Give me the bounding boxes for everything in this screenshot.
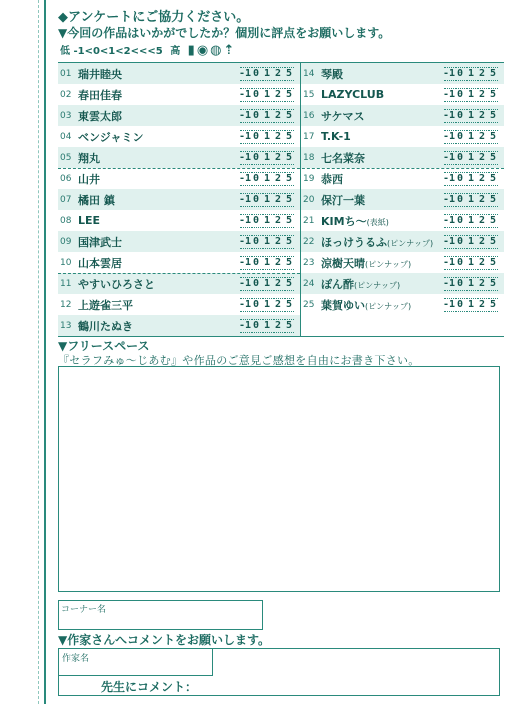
author-name-text: 鶴川たぬき	[78, 319, 133, 333]
score-options	[444, 67, 498, 81]
score-option[interactable]: 2	[478, 299, 486, 310]
score-option[interactable]: 5	[285, 194, 293, 205]
author-name	[321, 297, 444, 313]
author-name	[78, 297, 240, 313]
score-option[interactable]: 0	[252, 299, 260, 310]
row-number: 24	[303, 278, 315, 289]
score-options	[444, 151, 498, 165]
rating-row	[301, 126, 504, 147]
score-options	[444, 172, 498, 186]
score-option[interactable]: 0	[252, 89, 260, 100]
score-option[interactable]: 2	[274, 89, 282, 100]
score-option[interactable]: 2	[478, 215, 486, 226]
row-number: 12	[60, 299, 72, 310]
score-options	[444, 256, 498, 270]
score-option[interactable]: 5	[285, 320, 293, 331]
score-option[interactable]: 0	[456, 299, 464, 310]
score-option[interactable]: 2	[274, 173, 282, 184]
score-option[interactable]: 5	[285, 299, 293, 310]
author-name	[78, 192, 240, 208]
row-number: 21	[303, 215, 315, 226]
score-option[interactable]: -1	[442, 89, 456, 100]
author-name	[321, 150, 444, 166]
score-options	[444, 277, 498, 291]
author-name-text: 国津武士	[78, 235, 122, 249]
score-option[interactable]: 1	[467, 89, 475, 100]
author-name	[78, 234, 240, 250]
survey-title: ◆アンケートにご協力ください。	[58, 10, 250, 25]
score-option[interactable]: 2	[274, 131, 282, 142]
author-name-text: 翔丸	[78, 151, 100, 165]
author-name-text: 七名菜奈	[321, 151, 365, 165]
author-name-text: ぽん酢	[321, 277, 354, 291]
row-number: 10	[60, 257, 72, 268]
score-options	[240, 151, 294, 165]
free-space-instruction: 『セラフみゅ〜じあむ』や作品のご意見ご感想を自由にお書き下さい。	[58, 354, 420, 367]
rating-row	[58, 210, 300, 231]
score-option[interactable]: 1	[467, 236, 475, 247]
author-name-text: サケマス	[321, 109, 365, 123]
author-comment-box[interactable]	[58, 648, 500, 696]
rating-row	[58, 126, 300, 147]
score-option[interactable]: 2	[274, 194, 282, 205]
score-options	[240, 298, 294, 312]
score-option[interactable]: 2	[274, 68, 282, 79]
row-number: 20	[303, 194, 315, 205]
author-name	[78, 129, 240, 145]
score-option[interactable]: 1	[467, 68, 475, 79]
comment-section-title: ▼作家さんへコメントをお願いします。	[58, 633, 271, 647]
row-number: 13	[60, 320, 72, 331]
score-option[interactable]: 0	[456, 194, 464, 205]
score-option[interactable]: 1	[263, 236, 271, 247]
author-name-text: 春田佳春	[78, 88, 122, 102]
author-name-text: 瑞井睦央	[78, 67, 122, 81]
score-option[interactable]: -1	[442, 299, 456, 310]
score-option[interactable]: 0	[456, 278, 464, 289]
author-name-text: T.K-1	[321, 130, 351, 143]
score-options	[444, 298, 498, 312]
score-option[interactable]: 1	[467, 152, 475, 163]
score-option[interactable]: 0	[252, 152, 260, 163]
score-options	[240, 172, 294, 186]
row-number: 03	[60, 110, 72, 121]
score-options	[444, 214, 498, 228]
score-option[interactable]: 1	[467, 257, 475, 268]
author-name-text: やすいひろさと	[78, 277, 155, 291]
row-number: 06	[60, 173, 72, 184]
author-role: (ピンナップ)	[365, 259, 412, 269]
row-number: 16	[303, 110, 315, 121]
score-option[interactable]: 2	[478, 68, 486, 79]
score-option[interactable]: 1	[263, 152, 271, 163]
score-option[interactable]: -1	[238, 68, 252, 79]
score-option[interactable]: -1	[238, 194, 252, 205]
author-name-text: LEE	[78, 214, 101, 227]
free-space-box[interactable]	[58, 366, 500, 592]
score-option[interactable]: 1	[263, 131, 271, 142]
row-number: 07	[60, 194, 72, 205]
score-option[interactable]: 0	[252, 173, 260, 184]
author-name	[78, 150, 240, 166]
author-name	[78, 108, 240, 124]
score-option[interactable]: 0	[252, 131, 260, 142]
score-options	[444, 88, 498, 102]
row-number: 04	[60, 131, 72, 142]
score-options	[240, 277, 294, 291]
author-name-text: 東雲太郎	[78, 109, 122, 123]
author-name-field[interactable]	[59, 649, 213, 676]
score-option[interactable]: -1	[442, 152, 456, 163]
author-name	[78, 66, 240, 82]
score-option[interactable]: 1	[467, 173, 475, 184]
rating-row	[301, 210, 504, 231]
author-role: (ピンナップ)	[387, 238, 434, 248]
author-name	[321, 130, 444, 143]
row-number: 05	[60, 152, 72, 163]
author-name	[78, 318, 240, 334]
author-name	[321, 108, 444, 124]
row-number: 14	[303, 68, 315, 79]
author-name	[321, 171, 444, 187]
free-space-title: ▼フリースペース	[58, 339, 150, 353]
score-options	[444, 130, 498, 144]
row-number: 11	[60, 278, 72, 289]
rating-row	[58, 63, 300, 84]
score-option[interactable]: 1	[263, 194, 271, 205]
score-option[interactable]: 5	[489, 194, 497, 205]
author-name-text: 涼樹天晴	[321, 256, 365, 270]
score-option[interactable]: 5	[489, 278, 497, 289]
score-option[interactable]: 0	[456, 89, 464, 100]
section-divider	[58, 168, 504, 169]
score-option[interactable]: 2	[274, 215, 282, 226]
score-options	[444, 235, 498, 249]
score-option[interactable]: -1	[442, 215, 456, 226]
score-option[interactable]: 5	[489, 236, 497, 247]
score-option[interactable]: -1	[442, 68, 456, 79]
author-name-text: 橘田 鎮	[78, 193, 115, 207]
author-name-text: 上遊雀三平	[78, 298, 133, 312]
rating-row	[301, 294, 504, 315]
row-number: 01	[60, 68, 72, 79]
score-option[interactable]: 0	[252, 215, 260, 226]
score-option[interactable]: 1	[467, 278, 475, 289]
author-name	[321, 255, 444, 271]
score-option[interactable]: -1	[442, 173, 456, 184]
score-option[interactable]: 2	[274, 299, 282, 310]
score-option[interactable]: 5	[489, 110, 497, 121]
rating-row	[301, 231, 504, 252]
survey-question: ▼今回の作品はいかがでしたか？個別に評点をお願いします。	[58, 26, 391, 40]
author-name-text: ベンジャミン	[78, 130, 144, 144]
section-divider	[58, 273, 300, 274]
author-name-text: 山本雲居	[78, 256, 122, 270]
score-option[interactable]: 5	[285, 173, 293, 184]
score-option[interactable]: -1	[238, 110, 252, 121]
score-option[interactable]: 2	[478, 152, 486, 163]
score-option[interactable]: 2	[478, 194, 486, 205]
rating-row	[301, 273, 504, 294]
score-option[interactable]: 2	[274, 257, 282, 268]
score-option[interactable]: 1	[263, 299, 271, 310]
score-option[interactable]: -1	[238, 215, 252, 226]
score-option[interactable]: 2	[274, 278, 282, 289]
rating-row	[301, 84, 504, 105]
corner-name-field[interactable]	[58, 600, 263, 630]
score-options	[240, 214, 294, 228]
score-option[interactable]: 2	[274, 320, 282, 331]
score-option[interactable]: 5	[489, 152, 497, 163]
score-option[interactable]: 2	[478, 89, 486, 100]
score-option[interactable]: 0	[456, 236, 464, 247]
rating-row	[58, 189, 300, 210]
score-option[interactable]: 0	[252, 110, 260, 121]
author-name	[321, 66, 444, 82]
score-option[interactable]: -1	[238, 152, 252, 163]
score-option[interactable]: 5	[489, 257, 497, 268]
score-option[interactable]: 5	[489, 173, 497, 184]
row-number: 25	[303, 299, 315, 310]
rating-row	[58, 147, 300, 168]
score-option[interactable]: 5	[489, 299, 497, 310]
score-option[interactable]: 2	[478, 236, 486, 247]
author-name	[321, 88, 444, 101]
score-option[interactable]: 1	[263, 320, 271, 331]
author-name	[78, 255, 240, 271]
score-option[interactable]: 2	[478, 173, 486, 184]
score-option[interactable]: 1	[263, 68, 271, 79]
score-option[interactable]: 0	[456, 131, 464, 142]
score-option[interactable]: -1	[238, 299, 252, 310]
score-option[interactable]: 0	[456, 215, 464, 226]
score-options	[240, 319, 294, 333]
author-role: (表紙)	[366, 217, 389, 227]
binding-margin	[0, 0, 46, 704]
rating-row	[58, 168, 300, 189]
score-option[interactable]: 0	[252, 236, 260, 247]
author-name-text: KIMち〜	[321, 214, 367, 228]
author-name	[78, 276, 240, 292]
score-option[interactable]: 1	[467, 194, 475, 205]
score-option[interactable]: 1	[467, 215, 475, 226]
rating-row	[301, 147, 504, 168]
score-options	[240, 67, 294, 81]
rating-row	[301, 189, 504, 210]
score-options	[444, 109, 498, 123]
score-option[interactable]: -1	[238, 173, 252, 184]
score-option[interactable]: -1	[238, 236, 252, 247]
score-options	[444, 193, 498, 207]
author-name	[321, 234, 444, 250]
author-name	[321, 213, 444, 229]
score-option[interactable]: 5	[489, 89, 497, 100]
score-option[interactable]: -1	[442, 131, 456, 142]
author-name	[321, 276, 444, 292]
score-option[interactable]: 0	[456, 152, 464, 163]
rating-grid	[58, 62, 504, 337]
rating-row	[301, 105, 504, 126]
row-number: 19	[303, 173, 315, 184]
score-options	[240, 256, 294, 270]
row-number: 17	[303, 131, 315, 142]
score-option[interactable]: 5	[285, 110, 293, 121]
score-option[interactable]: 2	[478, 131, 486, 142]
scale-low-label: 低	[60, 46, 70, 57]
score-option[interactable]: 5	[489, 131, 497, 142]
score-option[interactable]: 0	[252, 257, 260, 268]
score-option[interactable]: 2	[478, 257, 486, 268]
rating-row	[58, 273, 300, 294]
score-option[interactable]: -1	[442, 278, 456, 289]
score-option[interactable]: 0	[456, 68, 464, 79]
rating-row	[301, 252, 504, 273]
author-name-text: 葉賀ゆい	[321, 298, 365, 312]
score-option[interactable]: 5	[285, 152, 293, 163]
row-number: 15	[303, 89, 315, 100]
author-name	[78, 214, 240, 227]
row-number: 09	[60, 236, 72, 247]
score-option[interactable]: -1	[238, 278, 252, 289]
author-name-text: 保汀一葉	[321, 193, 365, 207]
author-role: (ピンナップ)	[354, 280, 401, 290]
score-option[interactable]: 1	[263, 89, 271, 100]
score-option[interactable]: 1	[263, 173, 271, 184]
corner-name-label: コーナー名	[61, 605, 107, 615]
score-options	[240, 109, 294, 123]
score-option[interactable]: 1	[467, 110, 475, 121]
scale-high-label: 高	[170, 46, 181, 57]
score-option[interactable]: 5	[489, 68, 497, 79]
row-number: 08	[60, 215, 72, 226]
author-name	[321, 192, 444, 208]
score-option[interactable]: 1	[263, 257, 271, 268]
comment-label: 先生にコメント：	[101, 680, 198, 694]
score-option[interactable]: 5	[285, 236, 293, 247]
score-option[interactable]: -1	[442, 110, 456, 121]
row-number: 18	[303, 152, 315, 163]
score-option[interactable]: -1	[238, 89, 252, 100]
score-option[interactable]: 1	[263, 278, 271, 289]
score-option[interactable]: 2	[274, 236, 282, 247]
score-option[interactable]: -1	[442, 236, 456, 247]
rating-row	[58, 84, 300, 105]
score-options	[240, 130, 294, 144]
score-option[interactable]: 0	[456, 110, 464, 121]
author-name-text: 山井	[78, 172, 100, 186]
score-option[interactable]: 0	[252, 68, 260, 79]
score-option[interactable]: 1	[263, 110, 271, 121]
rating-row	[301, 63, 504, 84]
score-option[interactable]: 5	[285, 215, 293, 226]
score-option[interactable]: 5	[285, 131, 293, 142]
score-option[interactable]: -1	[238, 131, 252, 142]
rating-row	[58, 294, 300, 315]
column-divider	[300, 63, 301, 336]
score-option[interactable]: 5	[285, 257, 293, 268]
author-name	[78, 171, 240, 187]
author-name-text: 琴殿	[321, 67, 343, 81]
author-name-label: 作家名	[62, 654, 90, 664]
score-option[interactable]: 1	[467, 131, 475, 142]
score-option[interactable]: 0	[252, 194, 260, 205]
row-number: 23	[303, 257, 315, 268]
score-option[interactable]: -1	[238, 257, 252, 268]
score-option[interactable]: 2	[478, 278, 486, 289]
score-option[interactable]: -1	[442, 257, 456, 268]
score-option[interactable]: 5	[285, 278, 293, 289]
rating-row	[58, 315, 300, 336]
author-name-text: 恭西	[321, 172, 343, 186]
rating-row	[58, 252, 300, 273]
score-scale-legend	[60, 42, 236, 58]
rating-row	[58, 231, 300, 252]
author-name-text: ほっけうるふ	[321, 235, 387, 249]
score-option[interactable]: 0	[456, 173, 464, 184]
score-option[interactable]: 5	[285, 68, 293, 79]
score-option[interactable]: -1	[238, 320, 252, 331]
score-option[interactable]: 2	[274, 152, 282, 163]
score-option[interactable]: 2	[274, 110, 282, 121]
row-number: 02	[60, 89, 72, 100]
author-name	[78, 87, 240, 103]
score-option[interactable]: 0	[252, 278, 260, 289]
row-number: 22	[303, 236, 315, 247]
score-option[interactable]: 1	[263, 215, 271, 226]
score-option[interactable]: 5	[489, 215, 497, 226]
scale-range: -1<0<1<2<<<5	[73, 46, 163, 57]
score-options	[240, 193, 294, 207]
score-option[interactable]: 0	[456, 257, 464, 268]
score-options	[240, 235, 294, 249]
rating-row	[58, 105, 300, 126]
score-option[interactable]: 5	[285, 89, 293, 100]
score-option[interactable]: -1	[442, 194, 456, 205]
scale-marker-icon: ▮◉◍⇡	[187, 43, 237, 58]
score-option[interactable]: 1	[467, 299, 475, 310]
author-name-text: LAZYCLUB	[321, 88, 385, 101]
score-options	[240, 88, 294, 102]
author-role: (ピンナップ)	[365, 301, 412, 311]
score-option[interactable]: 2	[478, 110, 486, 121]
rating-row	[301, 168, 504, 189]
score-option[interactable]: 0	[252, 320, 260, 331]
